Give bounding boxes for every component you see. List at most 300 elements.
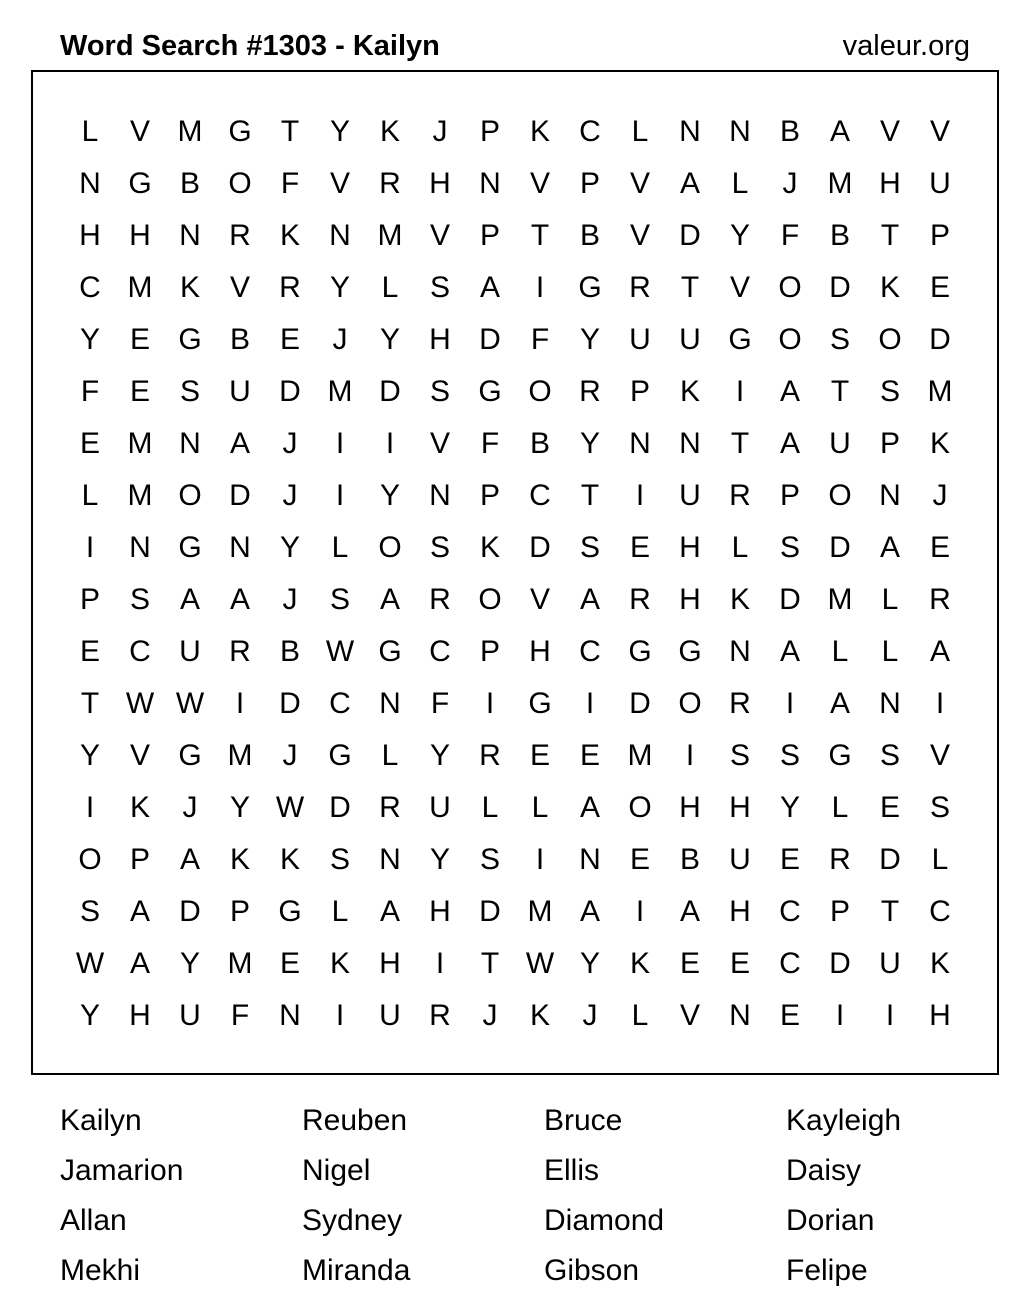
grid-letter: V [129, 739, 150, 772]
grid-letter: U [679, 479, 701, 512]
grid-letter: J [432, 115, 448, 148]
grid-row [65, 782, 965, 834]
grid-letter: H [429, 167, 451, 200]
grid-letter: S [879, 739, 900, 772]
grid-letter: Y [379, 323, 400, 356]
grid-letter: E [79, 635, 100, 668]
grid-letter: D [879, 843, 901, 876]
grid-letter: A [579, 791, 600, 824]
grid-letter: T [880, 895, 900, 928]
grid-letter: R [479, 739, 501, 772]
grid-letter: E [929, 271, 950, 304]
grid-letter: I [435, 947, 445, 980]
grid-letter: S [179, 375, 200, 408]
site-name: valeur.org [842, 30, 970, 62]
grid-letter: C [929, 895, 951, 928]
grid-letter: S [479, 843, 500, 876]
grid-letter: T [830, 375, 850, 408]
grid-letter: D [279, 375, 301, 408]
grid-letter: V [129, 115, 150, 148]
grid-letter: R [829, 843, 851, 876]
grid-letter: S [429, 375, 450, 408]
grid-letter: I [535, 843, 545, 876]
grid-letter: Y [729, 219, 750, 252]
grid-letter: J [182, 791, 198, 824]
grid-letter: A [829, 687, 850, 720]
grid-letter: L [381, 739, 399, 772]
grid-letter: Y [579, 427, 600, 460]
grid-row [65, 314, 965, 366]
grid-letter: G [128, 167, 152, 200]
grid-letter: P [579, 167, 600, 200]
grid-letter: B [779, 115, 800, 148]
grid-letter: A [679, 895, 700, 928]
grid-letter: F [780, 219, 800, 252]
grid-letter: E [79, 427, 100, 460]
grid-letter: I [685, 739, 695, 772]
grid-letter: N [79, 167, 101, 200]
grid-letter: O [778, 271, 802, 304]
grid-letter: M [177, 115, 203, 148]
letter-grid [65, 106, 965, 1042]
grid-letter: T [530, 219, 550, 252]
grid-letter: H [879, 167, 901, 200]
grid-letter: F [530, 323, 550, 356]
grid-letter: F [80, 375, 100, 408]
grid-letter: M [327, 375, 353, 408]
grid-letter: U [629, 323, 651, 356]
grid-letter: E [629, 843, 650, 876]
grid-letter: O [228, 167, 252, 200]
grid-letter: I [235, 687, 245, 720]
grid-letter: U [179, 999, 201, 1032]
grid-letter: K [929, 427, 950, 460]
grid-letter: E [279, 947, 300, 980]
grid-letter: E [129, 375, 150, 408]
grid-letter: O [778, 323, 802, 356]
grid-letter: H [929, 999, 951, 1032]
grid-letter: A [179, 583, 200, 616]
grid-letter: W [175, 687, 205, 720]
grid-letter: M [227, 739, 253, 772]
grid-letter: U [729, 843, 751, 876]
grid-letter: S [829, 323, 850, 356]
word-list-item: Allan [60, 1204, 127, 1237]
grid-letter: K [479, 531, 500, 564]
grid-letter: O [678, 687, 702, 720]
grid-letter: R [229, 219, 251, 252]
grid-letter: H [679, 531, 701, 564]
grid-letter: J [782, 167, 798, 200]
grid-letter: H [679, 583, 701, 616]
grid-letter: E [529, 739, 550, 772]
grid-letter: H [379, 947, 401, 980]
grid-letter: I [335, 999, 345, 1032]
grid-letter: F [430, 687, 450, 720]
grid-letter: K [279, 843, 300, 876]
grid-letter: L [731, 167, 749, 200]
grid-letter: A [129, 947, 150, 980]
grid-letter: Y [429, 739, 450, 772]
grid-letter: I [335, 427, 345, 460]
grid-letter: B [279, 635, 300, 668]
grid-letter: B [579, 219, 600, 252]
grid-row [65, 262, 965, 314]
grid-letter: S [879, 375, 900, 408]
grid-letter: N [479, 167, 501, 200]
grid-letter: Y [279, 531, 300, 564]
grid-letter: G [478, 375, 502, 408]
grid-letter: D [329, 791, 351, 824]
grid-letter: V [879, 115, 900, 148]
grid-letter: U [879, 947, 901, 980]
grid-letter: G [728, 323, 752, 356]
grid-letter: K [279, 219, 300, 252]
grid-letter: C [79, 271, 101, 304]
grid-letter: O [528, 375, 552, 408]
grid-letter: I [735, 375, 745, 408]
grid-letter: D [179, 895, 201, 928]
grid-letter: A [929, 635, 950, 668]
grid-letter: K [329, 947, 350, 980]
grid-row [65, 418, 965, 470]
grid-letter: C [529, 479, 551, 512]
grid-letter: P [479, 635, 500, 668]
word-list-item: Kayleigh [786, 1104, 902, 1137]
grid-letter: I [885, 999, 895, 1032]
grid-letter: C [429, 635, 451, 668]
grid-letter: O [178, 479, 202, 512]
grid-letter: H [129, 219, 151, 252]
grid-letter: H [429, 323, 451, 356]
grid-letter: D [229, 479, 251, 512]
grid-letter: U [179, 635, 201, 668]
grid-letter: M [227, 947, 253, 980]
grid-letter: G [578, 271, 602, 304]
grid-letter: C [579, 115, 601, 148]
grid-letter: J [282, 479, 298, 512]
grid-letter: C [329, 687, 351, 720]
grid-letter: R [579, 375, 601, 408]
grid-letter: K [729, 583, 750, 616]
grid-letter: T [680, 271, 700, 304]
grid-letter: D [629, 687, 651, 720]
grid-letter: L [831, 635, 849, 668]
word-list-item: Jamarion [60, 1154, 184, 1187]
grid-letter: K [379, 115, 400, 148]
grid-letter: L [331, 531, 349, 564]
grid-letter: G [178, 531, 202, 564]
grid-row [65, 886, 965, 938]
grid-letter: R [379, 167, 401, 200]
grid-letter: N [179, 427, 201, 460]
grid-letter: K [129, 791, 150, 824]
grid-letter: Y [379, 479, 400, 512]
grid-letter: L [381, 271, 399, 304]
grid-letter: N [129, 531, 151, 564]
word-list-item: Ellis [544, 1154, 600, 1187]
grid-letter: N [729, 635, 751, 668]
grid-letter: M [127, 479, 153, 512]
grid-letter: S [779, 739, 800, 772]
grid-letter: L [481, 791, 499, 824]
grid-letter: I [635, 479, 645, 512]
grid-letter: J [332, 323, 348, 356]
grid-letter: Y [229, 791, 250, 824]
grid-letter: P [829, 895, 850, 928]
grid-letter: B [229, 323, 250, 356]
grid-letter: R [929, 583, 951, 616]
grid-letter: K [879, 271, 900, 304]
grid-letter: F [480, 427, 500, 460]
grid-letter: O [828, 479, 852, 512]
grid-letter: M [127, 271, 153, 304]
grid-letter: S [329, 843, 350, 876]
grid-letter: T [730, 427, 750, 460]
grid-letter: C [779, 895, 801, 928]
grid-letter: M [527, 895, 553, 928]
grid-row [65, 366, 965, 418]
grid-letter: S [779, 531, 800, 564]
grid-letter: B [179, 167, 200, 200]
grid-letter: G [328, 739, 352, 772]
grid-letter: A [579, 583, 600, 616]
grid-letter: N [379, 687, 401, 720]
grid-letter: P [229, 895, 250, 928]
grid-letter: O [628, 791, 652, 824]
grid-letter: V [629, 219, 650, 252]
grid-letter: L [931, 843, 949, 876]
grid-letter: Y [79, 739, 100, 772]
grid-letter: G [528, 687, 552, 720]
grid-letter: D [829, 271, 851, 304]
grid-letter: L [881, 583, 899, 616]
grid-letter: N [879, 687, 901, 720]
grid-letter: Y [179, 947, 200, 980]
grid-letter: I [785, 687, 795, 720]
word-list-item: Kailyn [60, 1104, 142, 1137]
grid-letter: Y [79, 323, 100, 356]
grid-letter: P [879, 427, 900, 460]
grid-letter: E [779, 843, 800, 876]
word-list-item: Nigel [302, 1154, 371, 1187]
grid-letter: J [932, 479, 948, 512]
grid-letter: A [229, 583, 250, 616]
grid-letter: S [329, 583, 350, 616]
grid-letter: V [329, 167, 350, 200]
grid-letter: I [85, 531, 95, 564]
grid-letter: U [429, 791, 451, 824]
grid-letter: D [679, 219, 701, 252]
grid-row [65, 730, 965, 782]
grid-letter: D [479, 895, 501, 928]
grid-letter: O [78, 843, 102, 876]
word-list-item: Sydney [302, 1204, 403, 1237]
grid-letter: A [379, 895, 400, 928]
grid-letter: I [385, 427, 395, 460]
grid-letter: E [729, 947, 750, 980]
grid-letter: N [329, 219, 351, 252]
grid-letter: E [779, 999, 800, 1032]
grid-letter: V [529, 583, 550, 616]
grid-letter: N [279, 999, 301, 1032]
grid-letter: M [827, 167, 853, 200]
grid-letter: L [331, 895, 349, 928]
grid-letter: N [229, 531, 251, 564]
grid-letter: R [729, 687, 751, 720]
grid-row [65, 106, 965, 158]
word-list-item: Diamond [544, 1204, 665, 1237]
grid-letter: V [729, 271, 750, 304]
grid-letter: H [729, 791, 751, 824]
grid-letter: G [828, 739, 852, 772]
grid-letter: H [529, 635, 551, 668]
grid-letter: I [635, 895, 645, 928]
grid-letter: Y [79, 999, 100, 1032]
grid-letter: E [129, 323, 150, 356]
grid-letter: R [629, 271, 651, 304]
grid-letter: L [881, 635, 899, 668]
grid-letter: B [679, 843, 700, 876]
grid-letter: J [282, 739, 298, 772]
grid-letter: L [631, 115, 649, 148]
grid-letter: N [629, 427, 651, 460]
grid-letter: L [631, 999, 649, 1032]
grid-letter: N [579, 843, 601, 876]
grid-letter: U [829, 427, 851, 460]
grid-letter: G [228, 115, 252, 148]
grid-letter: Y [579, 323, 600, 356]
grid-letter: N [729, 115, 751, 148]
grid-letter: U [679, 323, 701, 356]
grid-letter: V [679, 999, 700, 1032]
grid-letter: W [75, 947, 105, 980]
grid-letter: S [729, 739, 750, 772]
grid-letter: K [229, 843, 250, 876]
grid-letter: S [579, 531, 600, 564]
grid-letter: E [879, 791, 900, 824]
grid-letter: G [378, 635, 402, 668]
grid-letter: S [129, 583, 150, 616]
grid-letter: H [79, 219, 101, 252]
grid-letter: J [582, 999, 598, 1032]
grid-letter: L [81, 479, 99, 512]
grid-letter: V [429, 427, 450, 460]
grid-letter: P [479, 479, 500, 512]
grid-letter: I [585, 687, 595, 720]
grid-letter: R [429, 583, 451, 616]
grid-letter: T [880, 219, 900, 252]
grid-letter: D [829, 531, 851, 564]
grid-letter: G [678, 635, 702, 668]
grid-row [65, 522, 965, 574]
grid-letter: V [929, 115, 950, 148]
grid-letter: K [529, 999, 550, 1032]
grid-letter: J [282, 583, 298, 616]
grid-letter: P [629, 375, 650, 408]
grid-letter: I [535, 271, 545, 304]
grid-letter: P [479, 115, 500, 148]
grid-letter: M [827, 583, 853, 616]
grid-letter: M [927, 375, 953, 408]
grid-letter: H [729, 895, 751, 928]
grid-letter: J [282, 427, 298, 460]
grid-letter: T [80, 687, 100, 720]
grid-letter: K [529, 115, 550, 148]
word-list [60, 1096, 1028, 1296]
grid-letter: Y [429, 843, 450, 876]
grid-letter: I [935, 687, 945, 720]
grid-letter: J [482, 999, 498, 1032]
grid-letter: N [379, 843, 401, 876]
grid-letter: O [378, 531, 402, 564]
grid-row [65, 626, 965, 678]
grid-letter: C [779, 947, 801, 980]
grid-letter: A [229, 427, 250, 460]
grid-letter: E [579, 739, 600, 772]
word-list-item: Gibson [544, 1254, 640, 1287]
grid-letter: N [429, 479, 451, 512]
grid-letter: G [278, 895, 302, 928]
grid-letter: L [731, 531, 749, 564]
word-list-item: Felipe [786, 1254, 868, 1287]
grid-letter: G [178, 323, 202, 356]
grid-letter: D [479, 323, 501, 356]
grid-letter: W [525, 947, 555, 980]
grid-letter: W [275, 791, 305, 824]
grid-letter: G [178, 739, 202, 772]
grid-letter: N [679, 115, 701, 148]
grid-letter: D [529, 531, 551, 564]
grid-letter: R [429, 999, 451, 1032]
grid-letter: S [429, 531, 450, 564]
grid-letter: N [729, 999, 751, 1032]
grid-letter: T [480, 947, 500, 980]
grid-letter: P [779, 479, 800, 512]
grid-letter: V [629, 167, 650, 200]
grid-letter: H [429, 895, 451, 928]
grid-letter: K [929, 947, 950, 980]
grid-letter: S [79, 895, 100, 928]
grid-letter: A [879, 531, 900, 564]
grid-letter: E [629, 531, 650, 564]
grid-row [65, 210, 965, 262]
word-list-item: Mekhi [60, 1254, 141, 1287]
page-title: Word Search #1303 - Kailyn [60, 30, 440, 62]
grid-letter: E [279, 323, 300, 356]
grid-letter: L [831, 791, 849, 824]
grid-letter: O [878, 323, 902, 356]
word-list-item: Miranda [302, 1254, 411, 1287]
grid-letter: R [229, 635, 251, 668]
grid-letter: I [85, 791, 95, 824]
word-list-item: Daisy [786, 1154, 862, 1187]
grid-letter: V [929, 739, 950, 772]
grid-letter: Y [329, 271, 350, 304]
grid-letter: K [679, 375, 700, 408]
grid-letter: E [679, 947, 700, 980]
grid-letter: A [179, 843, 200, 876]
grid-letter: Y [579, 947, 600, 980]
grid-letter: W [125, 687, 155, 720]
grid-letter: M [127, 427, 153, 460]
grid-letter: U [929, 167, 951, 200]
grid-letter: W [325, 635, 355, 668]
grid-letter: R [279, 271, 301, 304]
grid-letter: M [377, 219, 403, 252]
grid-letter: D [279, 687, 301, 720]
grid-letter: H [129, 999, 151, 1032]
